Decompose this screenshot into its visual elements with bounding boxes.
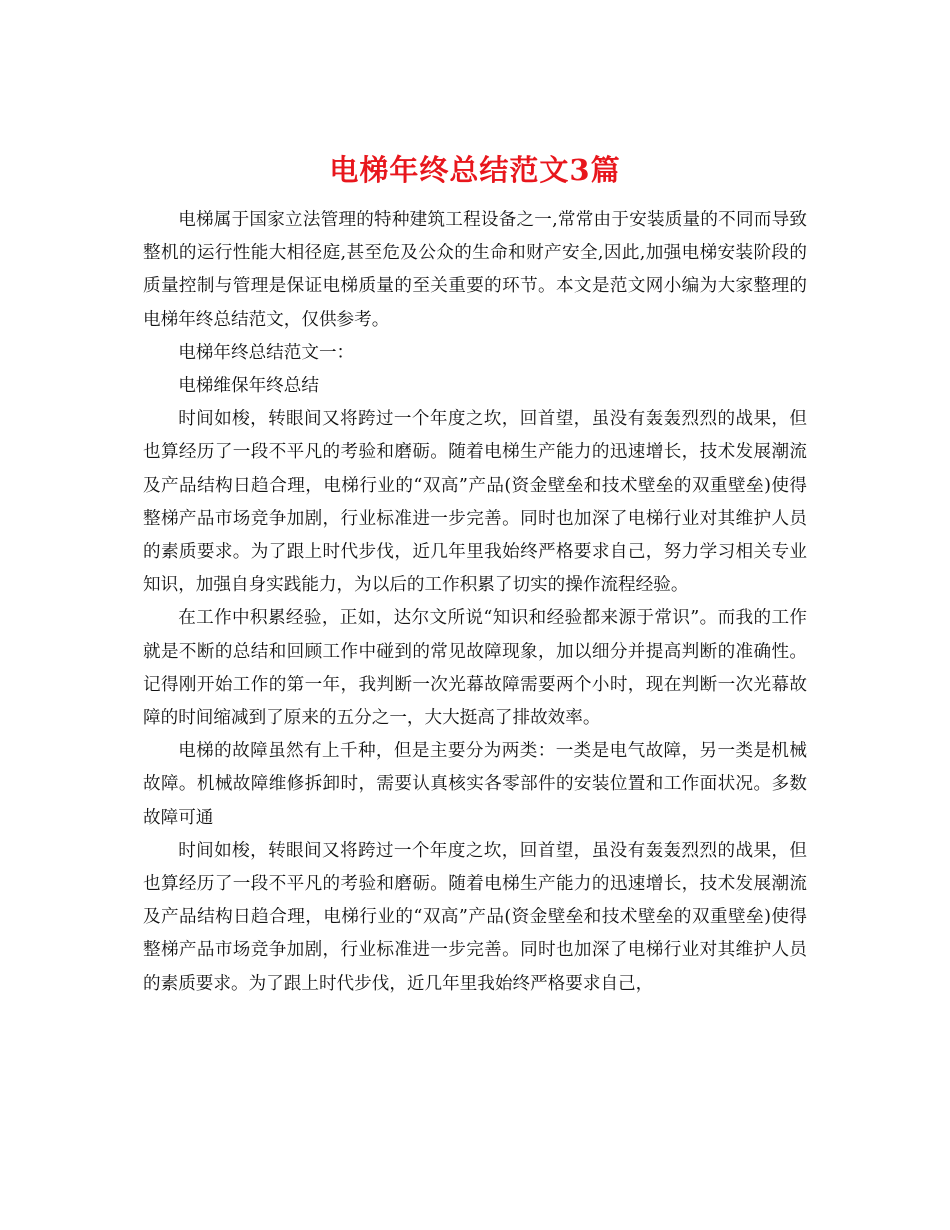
document-body [143, 204, 807, 1001]
section-heading-1: 电梯年终总结范文一： [178, 342, 355, 363]
body-paragraph: 时间如梭，转眼间又将跨过一个年度之坎，回首望，虽没有轰轰烈烈的战果，但也算经历了一段不平凡的考验和磨砺。随着电梯生产能力的迅速增长，技术发展潮流及产品结构日趋合理，电梯行业的“双高”产品(资金壁垒和技术壁垒的双重壁垒)使得整梯产品市场竞争加剧，行业标准进一步完善。同时也加深了电梯行业对其维护人员的素质要求。为了跟上时代步伐，近几年里我始终严格要求自己， [143, 840, 807, 994]
body-paragraph: 时间如梭，转眼间又将跨过一个年度之坎，回首望，虽没有轰轰烈烈的战果，但也算经历了一段不平凡的考验和磨砺。随着电梯生产能力的迅速增长，技术发展潮流及产品结构日趋合理，电梯行业的“双高”产品(资金壁垒和技术壁垒的双重壁垒)使得整梯产品市场竞争加剧，行业标准进一步完善。同时也加深了电梯行业对其维护人员的素质要求。为了跟上时代步伐，近几年里我始终严格要求自己，努力学习相关专业知识，加强自身实践能力，为以后的工作积累了切实的操作流程经验。 [143, 409, 807, 596]
document-title: 电梯年终总结范文3篇 [329, 153, 621, 188]
intro-paragraph: 电梯属于国家立法管理的特种建筑工程设备之一,常常由于安装质量的不同而导致整机的运行性能大相径庭,甚至危及公众的生命和财产安全,因此,加强电梯安装阶段的质量控制与管理是保证电梯质量的至关重要的环节。本文是范文网小编为大家整理的电梯年终总结范文，仅供参考。 [143, 210, 807, 330]
subheading: 电梯维保年终总结 [178, 376, 319, 397]
body-paragraph: 在工作中积累经验，正如，达尔文所说“知识和经验都来源于常识”。而我的工作就是不断的总结和回顾工作中碰到的常见故障现象，加以细分并提高判断的准确性。记得刚开始工作的第一年，我判断一次光幕故障需要两个小时，现在判断一次光幕故障的时间缩减到了原来的五分之一，大大挺高了排故效率。 [143, 608, 807, 729]
body-paragraph: 电梯的故障虽然有上千种，但是主要分为两类：一类是电气故障，另一类是机械故障。机械故障维修拆卸时，需要认真核实各零部件的安装位置和工作面状况。多数故障可通 [143, 741, 807, 828]
